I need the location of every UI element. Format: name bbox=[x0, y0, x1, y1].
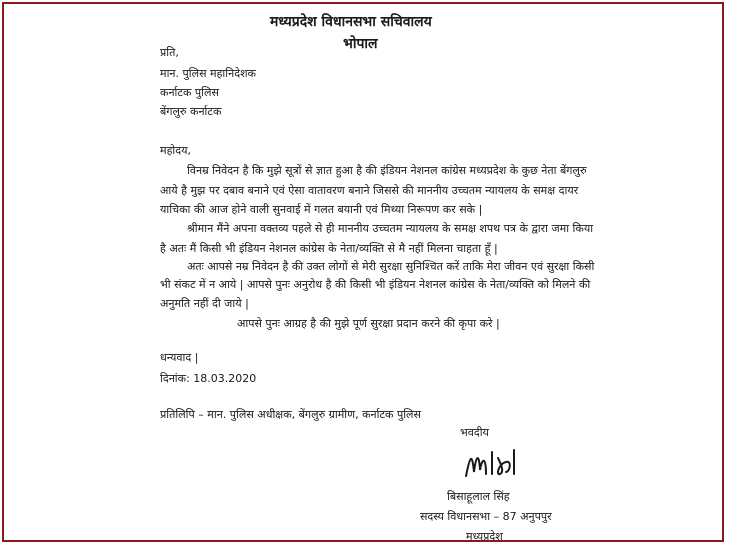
signer-title: सदस्य विधानसभा – 87 अनुपपुर bbox=[420, 510, 552, 523]
paragraph-line: है अतः मैं किसी भी इंडियन नेशनल कांग्रेस के नेता/व्यक्ति से मै नहीं मिलना चाहता हूँ | bbox=[160, 242, 498, 255]
copy-to: प्रतिलिपि – मान. पुलिस अधीक्षक, बेंगलुरु ग्रामीण, कर्नाटक पुलिस bbox=[160, 408, 421, 421]
paragraph-line: विनम्र निवेदन है कि मुझे सूत्रों से ज्ञात हुआ है की इंडियन नेशनल कांग्रेस मध्यप्रदेश के कुछ नेता बेंगलुरु bbox=[187, 164, 587, 177]
paragraph-line: अनुमति नहीं दी जाये | bbox=[160, 297, 249, 310]
addressee-line: बेंगलुरु कर्नाटक bbox=[160, 105, 222, 118]
closing-word: भवदीय bbox=[460, 426, 489, 439]
signature-scribble bbox=[462, 446, 526, 482]
signer-state: मध्यप्रदेश bbox=[466, 530, 503, 543]
signer-name: बिसाहूलाल सिंह bbox=[447, 490, 510, 503]
to-prefix: प्रति, bbox=[160, 46, 179, 59]
paragraph-line: श्रीमान मैंने अपना वक्तव्य पहले से ही माननीय उच्चतम न्यायलय के समक्ष शपथ पत्र के द्वारा जमा किया bbox=[187, 222, 594, 235]
paragraph-line: आये है मुझ पर दबाव बनाने एवं ऐसा वातावरण बनाने जिससे की माननीय उच्चतम न्यायलय के समक्ष दायर bbox=[160, 184, 579, 197]
closing-request: आपसे पुनः आग्रह है की मुझे पूर्ण सुरक्षा प्रदान करने की कृपा करे | bbox=[237, 317, 500, 330]
paragraph-line: याचिका की आज होने वाली सुनवाई में गलत बयानी एवं मिथ्या निरूपण कर सके | bbox=[160, 203, 483, 216]
letterhead-title: मध्यप्रदेश विधानसभा सचिवालय bbox=[270, 14, 432, 30]
letterhead-city: भोपाल bbox=[343, 36, 378, 52]
salutation: महोदय, bbox=[160, 144, 191, 157]
addressee-line: कर्नाटक पुलिस bbox=[160, 86, 219, 99]
addressee-line: मान. पुलिस महानिदेशक bbox=[160, 67, 257, 80]
thanks: धन्यवाद | bbox=[160, 351, 199, 364]
paragraph-line: अतः आपसे नम्र निवेदन है की उक्त लोगों से मेरी सुरक्षा सुनिश्चित करें ताकि मेरा जीवन एवं सुरक्षा किसी bbox=[187, 260, 595, 273]
paragraph-line: भी संकट में न आये | आपसे पुनः अनुरोध है की किसी भी इंडियन नेशनल कांग्रेस के नेता/व्यक्ति को मिलने की bbox=[160, 278, 591, 291]
letter-date: दिनांक: 18.03.2020 bbox=[160, 372, 257, 385]
